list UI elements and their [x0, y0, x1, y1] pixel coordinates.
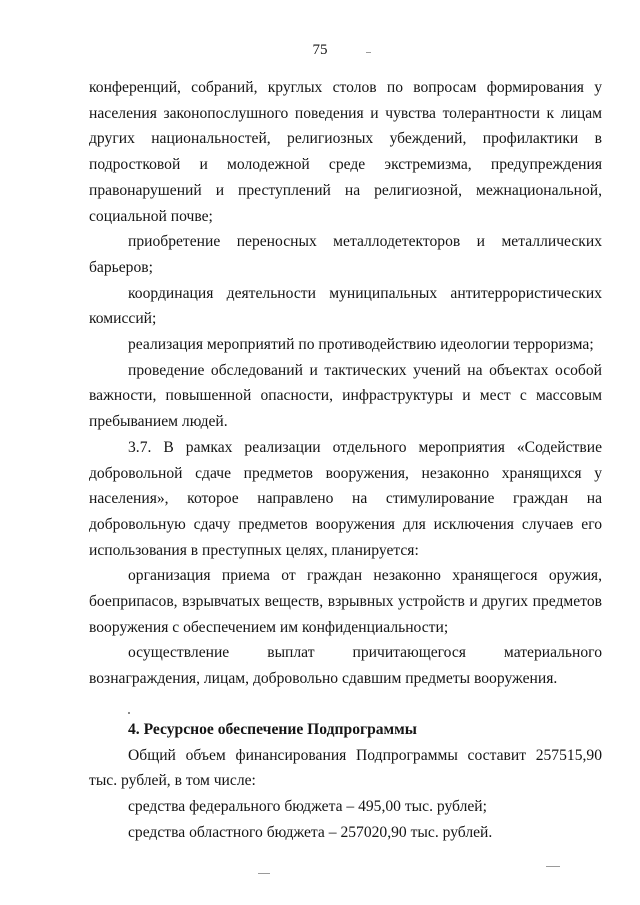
paragraph-metal-detectors: приобретение переносных металлодетекторов и металлических барьеров;	[89, 233, 602, 276]
scan-artifact	[366, 52, 371, 53]
paragraph-inspections: проведение обследований и тактических учений на объектах особой важности, повышенной опасности, инфраструктуры и мест с массовым пребыванием людей.	[89, 361, 602, 431]
paragraph-federal-budget: средства федерального бюджета – 495,00 тыс. рублей;	[128, 797, 487, 815]
scan-artifact	[128, 712, 130, 714]
paragraph-regional-budget: средства областного бюджета – 257020,90 тыс. рублей.	[128, 823, 493, 841]
paragraph-weapons-reception: организация приема от граждан незаконно хранящегося оружия, боеприпасов, взрывчатых веществ, взрывных устройств и других предметов вооружения с обеспечением им конфиденциальности;	[89, 567, 602, 636]
paragraph-section-3-7: 3.7. В рамках реализации отдельного мероприятия «Содействие добровольной сдаче предметов вооружения, незаконно хранящихся у населения», которое направлено на стимулирование граждан на добровольную сдачу предметов вооружения для исключения случаев его использования в преступных целях, планируется:	[89, 438, 602, 559]
paragraph-coordination: координация деятельности муниципальных антитеррористических комиссий;	[89, 284, 602, 328]
paragraph-reward-payments: осуществление выплат причитающегося материального вознаграждения, лицам, добровольно сдавшим предметы вооружения.	[89, 644, 602, 688]
scan-artifact	[258, 873, 270, 874]
section-heading: 4. Ресурсное обеспечение Подпрограммы	[128, 720, 417, 738]
paragraph-continuation: конференций, собраний, круглых столов по вопросам формирования у населения законопослушного поведения и чувства толерантности к лицам других национальностей, религиозных убеждений, профилактики в подростковой и молодежной среде экстремизма, предупреждения правонарушений и преступлений на религиозной, межнациональной, социальной почве;	[89, 79, 602, 225]
document-body	[89, 75, 602, 845]
page-number: 75	[312, 42, 328, 58]
scan-artifact	[546, 866, 560, 867]
paragraph-ideology: реализация мероприятий по противодействию идеологии терроризма;	[128, 336, 594, 354]
paragraph-total-funding: Общий объем финансирования Подпрограммы составит 257515,90 тыс. рублей, в том числе:	[89, 746, 602, 790]
